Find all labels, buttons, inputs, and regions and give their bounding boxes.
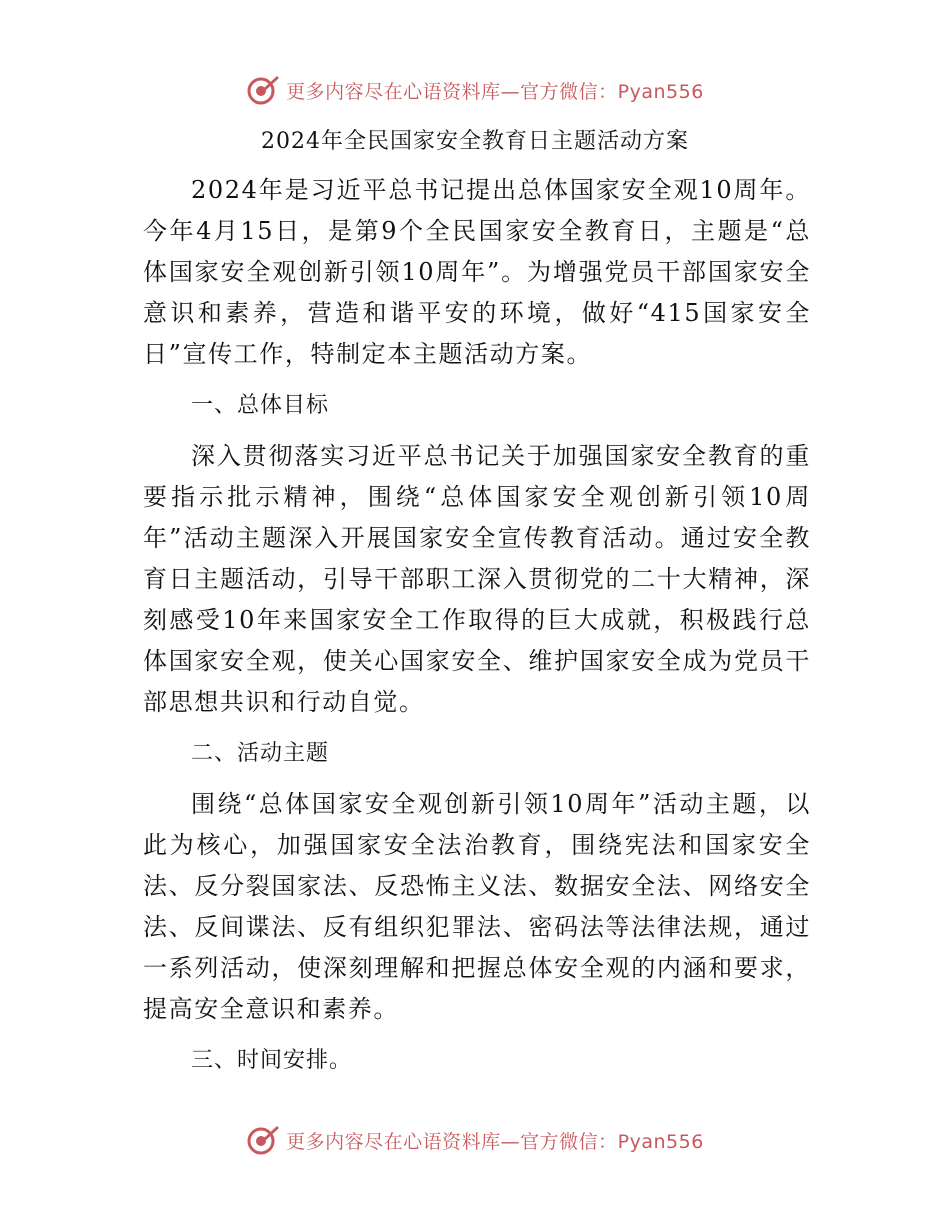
theme-paragraph: 围绕“总体国家安全观创新引领10周年”活动主题，以此为核心，加强国家安全法治教育，围绕宪法和国家安全法、反分裂国家法、反恐怖主义法、数据安全法、网络安全法、反间谍法、反有组织犯罪法、密码法等法律法规，通过一系列活动，使深刻理解和把握总体安全观的内涵和要求，提高安全意识和素养。 (143, 790, 811, 1023)
section-heading-schedule: 三、时间安排。 (191, 1048, 353, 1073)
watermark-text: 更多内容尽在心语资料库—官方微信：Pyan556 (286, 1130, 704, 1153)
footer-watermark (0, 1120, 950, 1160)
document-title: 2024年全民国家安全教育日主题活动方案 (261, 129, 689, 154)
pen-seal-logo-icon (246, 1123, 280, 1157)
section-heading-theme: 二、活动主题 (191, 741, 330, 766)
watermark-text: 更多内容尽在心语资料库—官方微信：Pyan556 (286, 80, 704, 103)
document-body (143, 170, 811, 1091)
section-heading-goal: 一、总体目标 (191, 393, 330, 418)
goal-paragraph: 深入贯彻落实习近平总书记关于加强国家安全教育的重要指示批示精神，围绕“总体国家安全观创新引领10周年”活动主题深入开展国家安全宣传教育活动。通过安全教育日主题活动，引导干部职工深入贯彻党的二十大精神，深刻感受10年来国家安全工作取得的巨大成就，积极践行总体国家安全观，使关心国家安全、维护国家安全成为党员干部思想共识和行动自觉。 (143, 442, 811, 716)
intro-paragraph: 2024年是习近平总书记提出总体国家安全观10周年。今年4月15日，是第9个全民国家安全教育日，主题是“总体国家安全观创新引领10周年”。为增强党员干部国家安全意识和素养，营造和谐平安的环境，做好“415国家安全日”宣传工作，特制定本主题活动方案。 (143, 176, 811, 368)
pen-seal-logo-icon (246, 73, 280, 107)
header-watermark (0, 70, 950, 110)
